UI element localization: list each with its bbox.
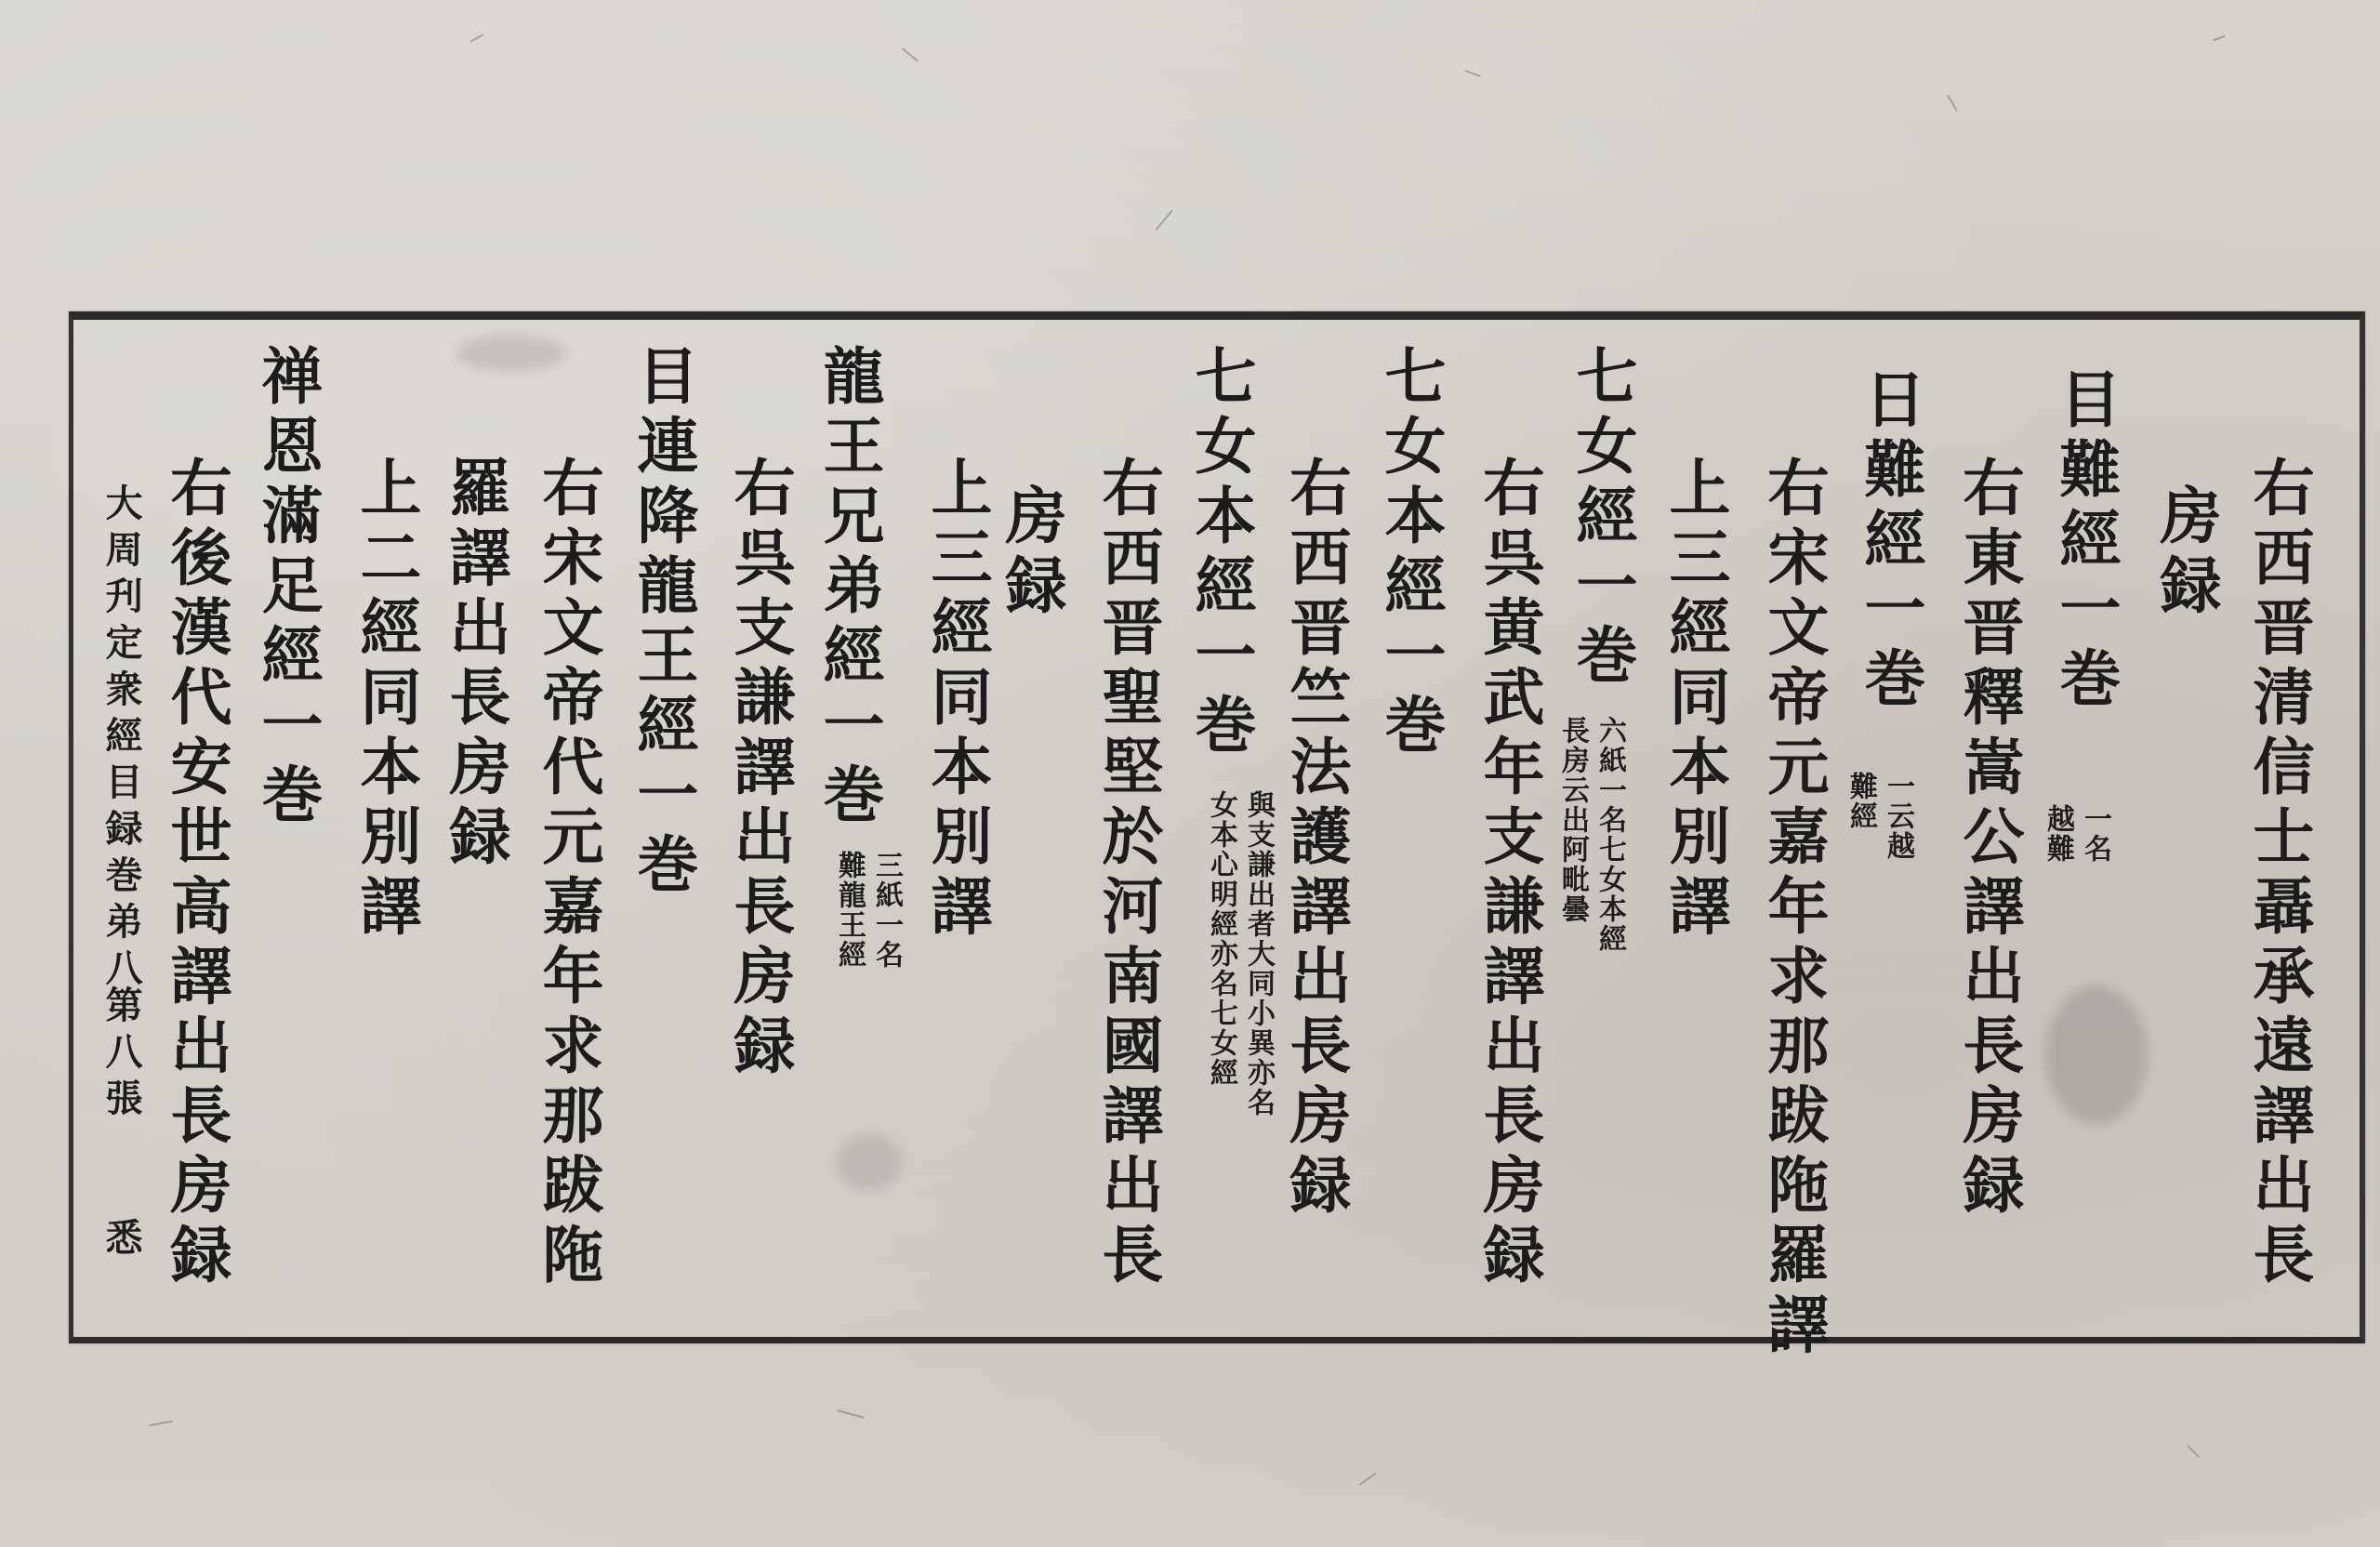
text-column: 七女本經一巻 — [1184, 344, 1257, 762]
paper-fiber — [1155, 210, 1173, 231]
paper-fiber — [902, 47, 919, 62]
text-column: 右後漢代安世高譯出長房録 — [160, 456, 232, 1292]
paper-fiber — [2187, 1445, 2200, 1458]
annotation-column: 難經 — [1844, 772, 1877, 831]
text-column: 上三經同本別譯 — [1659, 456, 1731, 944]
paper-fiber — [1464, 70, 1481, 77]
paper-fiber — [2213, 35, 2226, 42]
annotation-column: 三紙一名 — [870, 851, 903, 970]
annotation-column: 越難 — [2042, 804, 2074, 864]
annotation-column: 女本心明經亦名七女經 — [1205, 790, 1237, 1088]
text-column: 目難經一巻 — [2049, 367, 2122, 716]
text-column: 右宋文帝元嘉年求那跋陁羅譯 — [1757, 456, 1830, 1362]
text-column: 右西晋竺法護譯出長房録 — [1279, 456, 1352, 1223]
text-column: 房録 — [2149, 483, 2222, 623]
annotation-column: 與支謙出者大同小異亦名 — [1242, 790, 1275, 1117]
annotation-column: 長房云出阿毗曇 — [1556, 716, 1589, 924]
text-column: 右呉黄武年支謙譯出長房録 — [1473, 456, 1545, 1292]
annotation-column: 一名 — [2079, 804, 2111, 864]
annotation-column: 一云越 — [1882, 772, 1914, 861]
text-column: 房録 — [995, 483, 1067, 623]
text-column: 右宋文帝代元嘉年求那跋陁 — [532, 456, 604, 1292]
text-column: 羅譯出長房録 — [439, 456, 511, 874]
text-column: 七女經一巻 — [1566, 344, 1638, 693]
annotation-column: 六紙一名七女本經 — [1593, 716, 1626, 954]
text-column: 龍王兄弟經一巻 — [813, 344, 885, 832]
margin-title-column: 第八張 — [99, 985, 143, 1125]
text-column: 上二經同本別譯 — [350, 456, 422, 944]
text-column: 日難經一巻 — [1854, 367, 1926, 716]
paper-fiber — [837, 1409, 864, 1419]
text-column: 目連降龍王經一巻 — [627, 344, 699, 902]
text-column: 禅恩滿足經一巻 — [251, 344, 324, 832]
paper-fiber — [1358, 1473, 1376, 1486]
text-column: 右西晋聖堅於河南國譯出長 — [1091, 456, 1164, 1292]
margin-title-column: 大周刋定衆經目録巻弟八 — [99, 483, 143, 995]
text-column: 右呉支謙譯出長房録 — [723, 456, 796, 1083]
text-column: 上三經同本別譯 — [920, 456, 993, 944]
paper-fiber — [149, 1421, 173, 1426]
margin-title-column: 悉 — [99, 1218, 143, 1264]
annotation-column: 難龍王經 — [833, 851, 866, 970]
text-column: 右東晋釋嵩公譯出長房録 — [1952, 456, 2025, 1223]
paper-fiber — [1947, 95, 1958, 112]
text-column: 右西晋清信士聶承遠譯出長 — [2242, 456, 2315, 1292]
text-column: 七女本經一巻 — [1374, 344, 1447, 762]
paper-fiber — [470, 33, 484, 43]
